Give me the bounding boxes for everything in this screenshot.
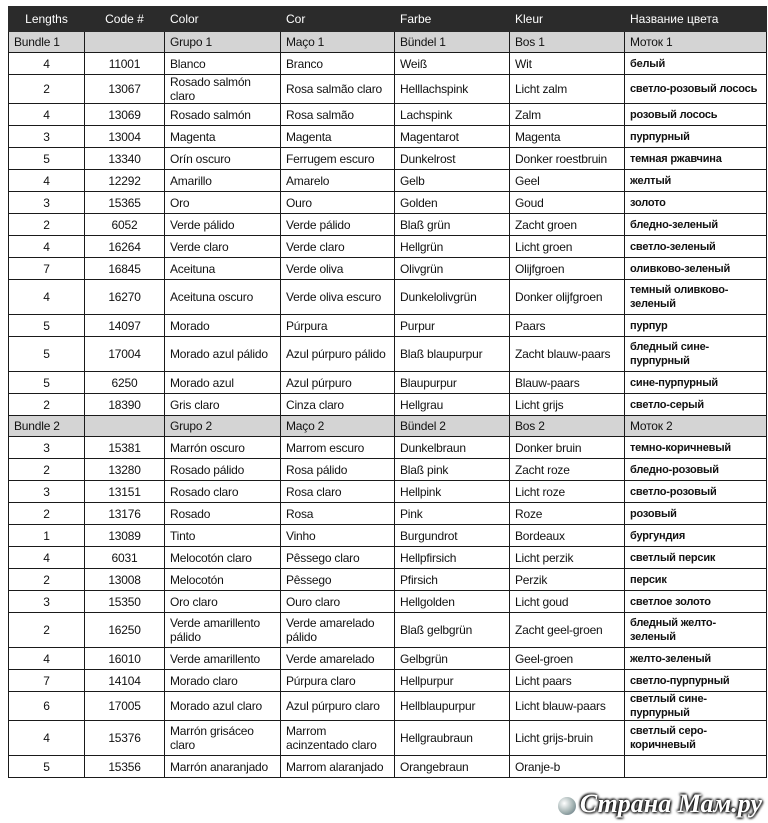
cell-color-de: Hellpink — [395, 481, 510, 503]
cell-color-pt: Magenta — [281, 126, 395, 148]
cell-color-ru: золото — [625, 192, 767, 214]
cell-color-ru: розовый лосось — [625, 104, 767, 126]
cell-color-es: Rosado claro — [165, 481, 281, 503]
cell-color-de: Orangebraun — [395, 756, 510, 778]
cell-color-nl: Zacht geel-groen — [510, 613, 625, 648]
cell-code: 13004 — [85, 126, 165, 148]
cell-color-pt: Pêssego claro — [281, 547, 395, 569]
cell-code: 13069 — [85, 104, 165, 126]
cell-color-de: Weiß — [395, 53, 510, 75]
cell-color-de: Blaß gelbgrün — [395, 613, 510, 648]
cell-color-de: Magentarot — [395, 126, 510, 148]
cell-color-es: Magenta — [165, 126, 281, 148]
cell-color-ru: бледный желто-зеленый — [625, 613, 767, 648]
table-row — [9, 53, 767, 75]
table-row — [9, 192, 767, 214]
cell-code: 13176 — [85, 503, 165, 525]
table-row — [9, 525, 767, 547]
cell-color-ru: светло-зеленый — [625, 236, 767, 258]
header-color-nl: Kleur — [510, 7, 625, 32]
cell-code: 12292 — [85, 170, 165, 192]
cell-color-pt: Marrom acinzentado claro — [281, 721, 395, 756]
cell-color-de: Dunkelrost — [395, 148, 510, 170]
cell-length: 2 — [9, 75, 85, 104]
cell-code: 11001 — [85, 53, 165, 75]
cell-color-nl: Magenta — [510, 126, 625, 148]
cell-length: 3 — [9, 192, 85, 214]
cell-color-de: Helllachspink — [395, 75, 510, 104]
cell-color-pt: Ouro claro — [281, 591, 395, 613]
table-row — [9, 459, 767, 481]
cell-color-de: Gelb — [395, 170, 510, 192]
cell-code: 6052 — [85, 214, 165, 236]
cell-code: 13151 — [85, 481, 165, 503]
cell-code: 16264 — [85, 236, 165, 258]
cell-code: 13008 — [85, 569, 165, 591]
cell-color-ru: розовый — [625, 503, 767, 525]
header-row — [9, 7, 767, 32]
cell-color-nl: Licht blauw-paars — [510, 692, 625, 721]
color-table-sheet — [8, 6, 766, 778]
bundle2-color-es: Grupo 2 — [165, 416, 281, 437]
cell-color-es: Rosado salmón — [165, 104, 281, 126]
cell-code: 16250 — [85, 613, 165, 648]
bundle1-color-es: Grupo 1 — [165, 32, 281, 53]
cell-color-pt: Marrom escuro — [281, 437, 395, 459]
cell-length: 5 — [9, 337, 85, 372]
table-row — [9, 721, 767, 756]
cell-color-pt: Verde oliva — [281, 258, 395, 280]
cell-color-ru: темно-коричневый — [625, 437, 767, 459]
cell-color-ru: пурпур — [625, 315, 767, 337]
cell-color-ru: бургундия — [625, 525, 767, 547]
cell-code: 13280 — [85, 459, 165, 481]
table-row — [9, 75, 767, 104]
cell-color-pt: Verde oliva escuro — [281, 280, 395, 315]
cell-color-de: Lachspink — [395, 104, 510, 126]
cell-color-pt: Azul púrpuro pálido — [281, 337, 395, 372]
cell-length: 2 — [9, 394, 85, 416]
cell-color-ru: оливково-зеленый — [625, 258, 767, 280]
table-row — [9, 670, 767, 692]
cell-color-de: Hellgolden — [395, 591, 510, 613]
cell-code: 14097 — [85, 315, 165, 337]
cell-color-ru: бледный сине-пурпурный — [625, 337, 767, 372]
cell-color-nl: Zalm — [510, 104, 625, 126]
cell-color-es: Marrón oscuro — [165, 437, 281, 459]
cell-color-de: Hellgraubraun — [395, 721, 510, 756]
table-row — [9, 170, 767, 192]
table-row — [9, 236, 767, 258]
cell-color-es: Verde pálido — [165, 214, 281, 236]
cell-length: 5 — [9, 148, 85, 170]
cell-color-es: Melocotón — [165, 569, 281, 591]
cell-length: 2 — [9, 569, 85, 591]
cell-color-es: Morado azul pálido — [165, 337, 281, 372]
cell-code: 16270 — [85, 280, 165, 315]
cell-color-nl: Zacht blauw-paars — [510, 337, 625, 372]
site-watermark-stamp — [558, 789, 762, 819]
table-row — [9, 126, 767, 148]
cell-color-pt: Verde claro — [281, 236, 395, 258]
cell-color-nl: Licht perzik — [510, 547, 625, 569]
bundle1-row — [9, 32, 767, 53]
table-row — [9, 258, 767, 280]
cell-length: 2 — [9, 503, 85, 525]
cell-color-de: Pink — [395, 503, 510, 525]
cell-color-es: Amarillo — [165, 170, 281, 192]
cell-color-es: Verde amarillento pálido — [165, 613, 281, 648]
cell-color-ru: бледно-зеленый — [625, 214, 767, 236]
cell-code: 15365 — [85, 192, 165, 214]
cell-color-es: Oro — [165, 192, 281, 214]
cell-color-es: Aceituna oscuro — [165, 280, 281, 315]
cell-color-nl: Licht paars — [510, 670, 625, 692]
cell-color-es: Morado — [165, 315, 281, 337]
cell-color-es: Rosado pálido — [165, 459, 281, 481]
header-color-es: Color — [165, 7, 281, 32]
cell-length: 1 — [9, 525, 85, 547]
cell-code: 18390 — [85, 394, 165, 416]
cell-code: 16845 — [85, 258, 165, 280]
table-row — [9, 591, 767, 613]
cell-color-ru: светло-розовый — [625, 481, 767, 503]
cell-color-ru: желтый — [625, 170, 767, 192]
cell-color-pt: Ouro — [281, 192, 395, 214]
cell-color-de: Olivgrün — [395, 258, 510, 280]
cell-color-pt: Vinho — [281, 525, 395, 547]
cell-color-ru: светло-розовый лосось — [625, 75, 767, 104]
cell-length: 5 — [9, 756, 85, 778]
table-row — [9, 104, 767, 126]
cell-color-nl: Donker roestbruin — [510, 148, 625, 170]
cell-color-de: Burgundrot — [395, 525, 510, 547]
cell-color-pt: Púrpura — [281, 315, 395, 337]
cell-color-es: Tinto — [165, 525, 281, 547]
cell-color-de: Gelbgrün — [395, 648, 510, 670]
cell-code: 15350 — [85, 591, 165, 613]
cell-color-de: Dunkelbraun — [395, 437, 510, 459]
table-row — [9, 148, 767, 170]
cell-color-es: Marrón anaranjado — [165, 756, 281, 778]
table-row — [9, 569, 767, 591]
cell-color-pt: Púrpura claro — [281, 670, 395, 692]
cell-length: 7 — [9, 670, 85, 692]
cell-color-pt: Azul púrpuro — [281, 372, 395, 394]
bundle1-color-de: Bündel 1 — [395, 32, 510, 53]
header-color-pt: Cor — [281, 7, 395, 32]
table-row — [9, 214, 767, 236]
table-row — [9, 692, 767, 721]
cell-code: 16010 — [85, 648, 165, 670]
cell-code: 17004 — [85, 337, 165, 372]
cell-length: 3 — [9, 126, 85, 148]
cell-color-es: Aceituna — [165, 258, 281, 280]
bundle2-color-nl: Bos 2 — [510, 416, 625, 437]
bundle1-label: Bundle 1 — [9, 32, 85, 53]
cell-length: 2 — [9, 214, 85, 236]
bundle1-color-nl: Bos 1 — [510, 32, 625, 53]
cell-color-es: Marrón grisáceo claro — [165, 721, 281, 756]
bundle1-color-pt: Maço 1 — [281, 32, 395, 53]
cell-color-nl: Bordeaux — [510, 525, 625, 547]
bundle2-color-pt: Maço 2 — [281, 416, 395, 437]
cell-length: 4 — [9, 236, 85, 258]
cell-color-pt: Ferrugem escuro — [281, 148, 395, 170]
cell-color-es: Verde claro — [165, 236, 281, 258]
bundle2-color-de: Bündel 2 — [395, 416, 510, 437]
cell-code: 17005 — [85, 692, 165, 721]
cell-color-es: Rosado — [165, 503, 281, 525]
cell-color-de: Hellpurpur — [395, 670, 510, 692]
cell-color-de: Hellpfirsich — [395, 547, 510, 569]
cell-color-de: Blaß blaupurpur — [395, 337, 510, 372]
cell-color-de: Dunkelolivgrün — [395, 280, 510, 315]
table-row — [9, 648, 767, 670]
cell-color-nl: Olijfgroen — [510, 258, 625, 280]
cell-color-es: Blanco — [165, 53, 281, 75]
bundle2-label: Bundle 2 — [9, 416, 85, 437]
cell-color-es: Morado azul — [165, 372, 281, 394]
cell-color-nl: Zacht groen — [510, 214, 625, 236]
cell-length: 6 — [9, 692, 85, 721]
cell-color-es: Oro claro — [165, 591, 281, 613]
cell-color-de: Blaupurpur — [395, 372, 510, 394]
cell-color-ru: светло-серый — [625, 394, 767, 416]
cell-color-pt: Marrom alaranjado — [281, 756, 395, 778]
cell-code: 15356 — [85, 756, 165, 778]
cell-color-es: Rosado salmón claro — [165, 75, 281, 104]
cell-code: 14104 — [85, 670, 165, 692]
cell-length: 4 — [9, 104, 85, 126]
bundle1-code — [85, 32, 165, 53]
cell-length: 4 — [9, 547, 85, 569]
cell-color-es: Orín oscuro — [165, 148, 281, 170]
color-table — [8, 6, 767, 778]
cell-color-nl: Donker olijfgroen — [510, 280, 625, 315]
bundle2-code — [85, 416, 165, 437]
cell-color-nl: Licht grijs-bruin — [510, 721, 625, 756]
cell-code: 13340 — [85, 148, 165, 170]
bundle2-row — [9, 416, 767, 437]
cell-code: 15381 — [85, 437, 165, 459]
header-code: Code # — [85, 7, 165, 32]
cell-color-es: Melocotón claro — [165, 547, 281, 569]
cell-color-es: Morado azul claro — [165, 692, 281, 721]
cell-color-nl: Oranje-b — [510, 756, 625, 778]
cell-color-pt: Pêssego — [281, 569, 395, 591]
header-lengths: Lengths — [9, 7, 85, 32]
cell-color-nl: Zacht roze — [510, 459, 625, 481]
cell-color-pt: Azul púrpuro claro — [281, 692, 395, 721]
cell-color-de: Golden — [395, 192, 510, 214]
cell-length: 3 — [9, 437, 85, 459]
cell-code: 13089 — [85, 525, 165, 547]
cell-length: 5 — [9, 315, 85, 337]
cell-color-nl: Paars — [510, 315, 625, 337]
cell-length: 4 — [9, 280, 85, 315]
cell-color-ru: желто-зеленый — [625, 648, 767, 670]
table-row — [9, 503, 767, 525]
site-stamp-text: Страна Мам.ру — [579, 789, 762, 818]
cell-color-ru: темная ржавчина — [625, 148, 767, 170]
table-row — [9, 315, 767, 337]
cell-color-de: Hellgrün — [395, 236, 510, 258]
cell-code: 15376 — [85, 721, 165, 756]
cell-code: 13067 — [85, 75, 165, 104]
cell-color-de: Blaß grün — [395, 214, 510, 236]
cell-color-nl: Licht groen — [510, 236, 625, 258]
cell-color-de: Purpur — [395, 315, 510, 337]
cell-color-es: Morado claro — [165, 670, 281, 692]
table-row — [9, 280, 767, 315]
cell-color-nl: Blauw-paars — [510, 372, 625, 394]
cell-length: 4 — [9, 170, 85, 192]
cell-color-pt: Rosa pálido — [281, 459, 395, 481]
cell-color-pt: Rosa claro — [281, 481, 395, 503]
cell-color-nl: Geel — [510, 170, 625, 192]
header-color-de: Farbe — [395, 7, 510, 32]
table-body — [9, 32, 767, 778]
cell-color-ru: светлый серо-коричневый — [625, 721, 767, 756]
cell-color-pt: Rosa salmão claro — [281, 75, 395, 104]
cell-length: 5 — [9, 372, 85, 394]
cell-color-ru — [625, 756, 767, 778]
cell-color-nl: Licht grijs — [510, 394, 625, 416]
cell-length: 4 — [9, 721, 85, 756]
cell-color-nl: Licht goud — [510, 591, 625, 613]
table-row — [9, 437, 767, 459]
cell-color-nl: Donker bruin — [510, 437, 625, 459]
cell-length: 7 — [9, 258, 85, 280]
cell-color-nl: Perzik — [510, 569, 625, 591]
cell-color-nl: Roze — [510, 503, 625, 525]
globe-icon — [558, 797, 576, 815]
cell-color-ru: светлый персик — [625, 547, 767, 569]
cell-length: 3 — [9, 591, 85, 613]
cell-length: 3 — [9, 481, 85, 503]
bundle2-color-ru: Моток 2 — [625, 416, 767, 437]
table-row — [9, 547, 767, 569]
cell-length: 4 — [9, 648, 85, 670]
cell-color-de: Blaß pink — [395, 459, 510, 481]
cell-length: 2 — [9, 459, 85, 481]
cell-color-nl: Licht roze — [510, 481, 625, 503]
table-row — [9, 372, 767, 394]
cell-length: 4 — [9, 53, 85, 75]
cell-color-ru: сине-пурпурный — [625, 372, 767, 394]
cell-code: 6250 — [85, 372, 165, 394]
table-row — [9, 394, 767, 416]
cell-color-ru: белый — [625, 53, 767, 75]
header-color-ru: Название цвета — [625, 7, 767, 32]
cell-color-es: Verde amarillento — [165, 648, 281, 670]
table-row — [9, 481, 767, 503]
table-row — [9, 337, 767, 372]
cell-color-ru: светлое золото — [625, 591, 767, 613]
cell-color-pt: Amarelo — [281, 170, 395, 192]
cell-color-ru: светлый сине-пурпурный — [625, 692, 767, 721]
cell-color-ru: пурпурный — [625, 126, 767, 148]
cell-color-ru: светло-пурпурный — [625, 670, 767, 692]
cell-color-nl: Licht zalm — [510, 75, 625, 104]
cell-color-de: Pfirsich — [395, 569, 510, 591]
cell-color-pt: Cinza claro — [281, 394, 395, 416]
cell-color-nl: Goud — [510, 192, 625, 214]
cell-color-pt: Verde amarelado pálido — [281, 613, 395, 648]
cell-color-es: Gris claro — [165, 394, 281, 416]
cell-color-nl: Geel-groen — [510, 648, 625, 670]
cell-color-nl: Wit — [510, 53, 625, 75]
cell-color-de: Hellblaupurpur — [395, 692, 510, 721]
cell-color-pt: Rosa — [281, 503, 395, 525]
cell-length: 2 — [9, 613, 85, 648]
table-row — [9, 756, 767, 778]
bundle1-color-ru: Моток 1 — [625, 32, 767, 53]
cell-code: 6031 — [85, 547, 165, 569]
cell-color-pt: Verde amarelado — [281, 648, 395, 670]
cell-color-pt: Branco — [281, 53, 395, 75]
table-row — [9, 613, 767, 648]
cell-color-pt: Verde pálido — [281, 214, 395, 236]
cell-color-ru: персик — [625, 569, 767, 591]
cell-color-ru: темный оливково-зеленый — [625, 280, 767, 315]
cell-color-ru: бледно-розовый — [625, 459, 767, 481]
cell-color-de: Hellgrau — [395, 394, 510, 416]
cell-color-pt: Rosa salmão — [281, 104, 395, 126]
